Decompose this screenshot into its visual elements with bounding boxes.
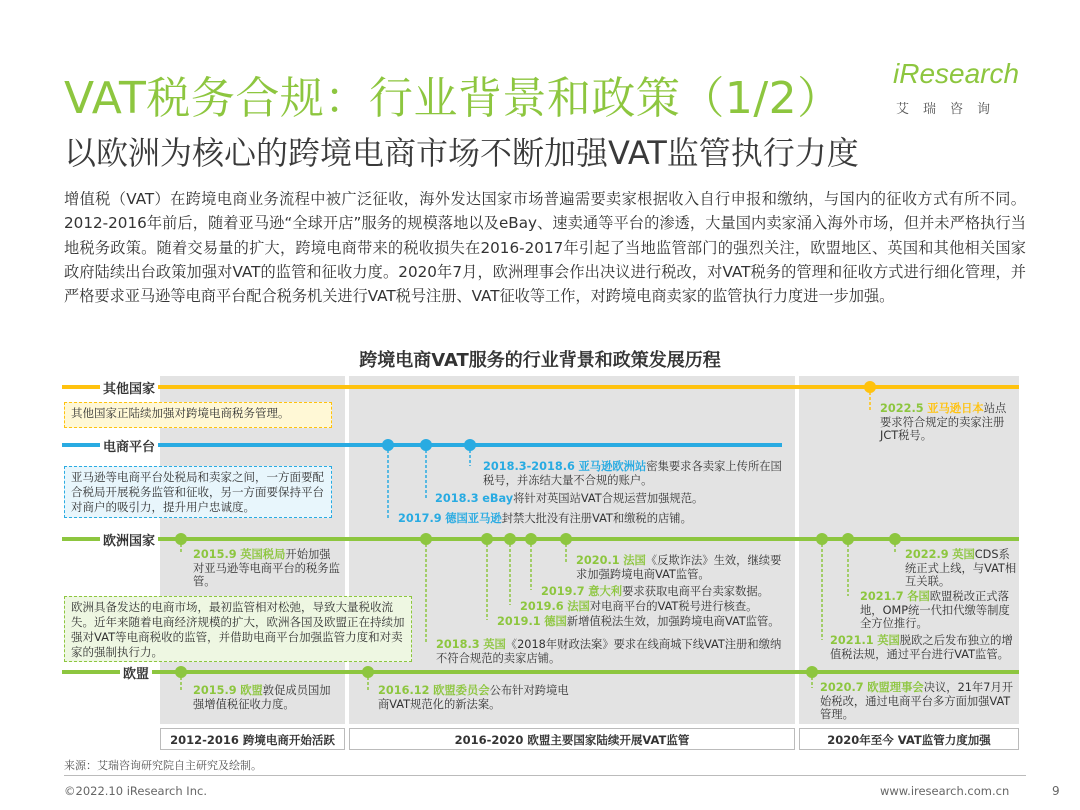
event-text: 脱欧之后发布独立的增值税法规，通过平台进行VAT监管。 bbox=[830, 634, 1013, 661]
lane-label-platform: 电商平台 bbox=[100, 436, 158, 455]
dot-uk2021 bbox=[816, 533, 828, 545]
event-text: 要求获取电商平台卖家数据。 bbox=[622, 585, 769, 598]
event-date: 2018.3 bbox=[436, 638, 480, 651]
dot-amzde2017 bbox=[382, 439, 394, 451]
website-link: www.iresearch.com.cn bbox=[880, 784, 1010, 798]
footer-divider bbox=[64, 775, 1026, 776]
event-text: 《2018年财政法案》要求在线商城下线VAT注册和缴纳不符合规范的卖家店铺。 bbox=[436, 638, 782, 665]
event-text: 密集要求各卖家上传所在国税号，并冻结大量不合规的账户。 bbox=[483, 460, 782, 487]
event-text: CDS系统正式上线，与VAT相互关联。 bbox=[905, 548, 1017, 588]
period-label-3: 2020年至今 VAT监管力度加强 bbox=[799, 728, 1019, 750]
event-eu2020 bbox=[820, 681, 1016, 722]
dot-ebay2018 bbox=[420, 439, 432, 451]
summary-platform: 亚马逊等电商平台处税局和卖家之间，一方面要配合税局开展税务监管和征收，另一方面要保持平台对商户的吸引力，提升用户忠诚度。 bbox=[64, 466, 332, 518]
dot-eu2015 bbox=[175, 666, 187, 678]
event-text: 新增值税法生效，加强跨境电商VAT监管。 bbox=[566, 615, 780, 628]
event-uk2021 bbox=[830, 634, 1018, 661]
logo-wordmark: iResearch bbox=[893, 58, 1020, 89]
event-date: 2022.5 bbox=[880, 402, 924, 415]
event-date: 2015.9 bbox=[193, 548, 237, 561]
dot-amz2018 bbox=[464, 439, 476, 451]
logo-subtitle: 艾瑞咨询 bbox=[896, 102, 1005, 117]
dot-uk2022 bbox=[889, 533, 901, 545]
lane-label-europe: 欧洲国家 bbox=[100, 530, 158, 549]
event-date: 2019.6 bbox=[520, 600, 564, 613]
event-text: 对电商平台的VAT税号进行核查。 bbox=[589, 600, 758, 613]
event-party: 英国 bbox=[483, 638, 506, 651]
event-text: 将针对英国站VAT合规运营加强规范。 bbox=[513, 492, 704, 505]
event-party: eBay bbox=[482, 492, 514, 505]
event-party: 英国 bbox=[952, 548, 975, 561]
event-date: 2020.1 bbox=[576, 554, 620, 567]
event-date: 2019.1 bbox=[497, 615, 541, 628]
dot-fr2020 bbox=[560, 533, 572, 545]
event-party: 意大利 bbox=[588, 585, 623, 598]
event-date: 2018.3-2018.6 bbox=[483, 460, 575, 473]
event-fr2020 bbox=[576, 554, 791, 581]
event-uk2018 bbox=[436, 638, 792, 665]
event-eu2016 bbox=[378, 684, 578, 711]
event-party: 德国 bbox=[544, 615, 567, 628]
event-date: 2016.12 bbox=[378, 684, 430, 697]
event-de2019 bbox=[497, 615, 795, 629]
dot-eu2021 bbox=[842, 533, 854, 545]
event-date: 2015.9 bbox=[193, 684, 237, 697]
event-party: 欧盟理事会 bbox=[867, 681, 924, 694]
event-date: 2021.7 bbox=[860, 590, 904, 603]
event-date: 2021.1 bbox=[830, 634, 874, 647]
dot-uk2018 bbox=[420, 533, 432, 545]
event-party: 亚马逊日本 bbox=[927, 402, 984, 415]
event-text: 开始加强对亚马逊等电商平台的税务监管。 bbox=[193, 548, 340, 588]
event-text: 公布针对跨境电商VAT规范化的新法案。 bbox=[378, 684, 569, 711]
event-text: 敦促成员国加强增值税征收力度。 bbox=[193, 684, 331, 711]
event-party: 英国 bbox=[877, 634, 900, 647]
intro-paragraph: 增值税（VAT）在跨境电商业务流程中被广泛征收，海外发达国家市场普遍需要卖家根据收入自行申报和缴纳，与国内的征收方式有所不同。2012-2016年前后，随着亚马逊“全球开店”服务的规模落地以及eBay、速卖通等平台的渗透，大量国内卖家涌入海外市场，但并未严格执行当地税务政策。随着交易量的扩大，跨境电商带来的税收损失在2016-2017年引起了当地监管部门的强烈关注，欧盟地区、英国和其他相关国家政府陆续出台政策加强对VAT的监管和征收力度。2020年7月，欧洲理事会作出决议进行税改，对VAT税务的管理和征收方式进行细化管理，并严格要求亚马逊等电商平台配合税务机关进行VAT税号注册、VAT征收等工作，对跨境电商卖家的监管执行力度进一步加强。 bbox=[64, 190, 1026, 306]
period-label-1: 2012-2016 跨境电商开始活跃 bbox=[160, 728, 345, 750]
summary-other: 其他国家正陆续加强对跨境电商税务管理。 bbox=[64, 402, 332, 428]
event-amz2018 bbox=[483, 460, 783, 487]
lane-label-other: 其他国家 bbox=[100, 378, 158, 397]
event-date: 2017.9 bbox=[398, 512, 442, 525]
event-date: 2022.9 bbox=[905, 548, 949, 561]
lane-label-eu: 欧盟 bbox=[120, 663, 152, 682]
timeline-diagram bbox=[0, 372, 1080, 757]
summary-europe: 欧洲具备发达的电商市场，最初监管相对松弛，导致大量税收流失。近年来随着电商经济规模的扩大，欧洲各国及欧盟正在持续加强对VAT等电商税收的监管，并借助电商平台加强监管力度和对卖家的强制执行力。 bbox=[64, 596, 412, 662]
event-party: 亚马逊欧洲站 bbox=[578, 460, 647, 473]
iresearch-logo bbox=[893, 58, 1023, 120]
dot-it2019 bbox=[525, 533, 537, 545]
event-party: 英国税局 bbox=[240, 548, 286, 561]
dot-uk2015 bbox=[175, 533, 187, 545]
event-date: 2019.7 bbox=[541, 585, 585, 598]
dot-jp2022 bbox=[864, 381, 876, 393]
event-eu2015 bbox=[193, 684, 341, 711]
event-text: 封禁大批没有注册VAT和缴税的店铺。 bbox=[501, 512, 692, 525]
event-party: 法国 bbox=[567, 600, 590, 613]
event-eu2021 bbox=[860, 590, 1015, 631]
page-title: VAT税务合规：行业背景和政策（1/2） bbox=[64, 73, 842, 124]
event-party: 法国 bbox=[623, 554, 646, 567]
event-text: 决议，21年7月开始税改，通过电商平台多方面加强VAT管理。 bbox=[820, 681, 1014, 721]
copyright: ©2022.10 iResearch Inc. bbox=[64, 784, 207, 798]
page-number: 9 bbox=[1052, 784, 1060, 798]
event-it2019 bbox=[541, 585, 795, 599]
event-amzde2017 bbox=[398, 512, 758, 526]
period-label-2: 2016-2020 欧盟主要国家陆续开展VAT监管 bbox=[349, 728, 795, 750]
event-text: 欧盟税改正式落地，OMP统一代扣代缴等制度全方位推行。 bbox=[860, 590, 1010, 630]
event-date: 2018.3 bbox=[435, 492, 479, 505]
source-note: 来源：艾瑞咨询研究院自主研究及绘制。 bbox=[64, 759, 262, 772]
event-party: 各国 bbox=[907, 590, 930, 603]
event-uk2015 bbox=[193, 548, 341, 589]
event-ebay2018 bbox=[435, 492, 765, 506]
page-subtitle: 以欧洲为核心的跨境电商市场不断加强VAT监管执行力度 bbox=[64, 134, 859, 172]
dot-eu2020 bbox=[806, 666, 818, 678]
event-jp2022 bbox=[880, 402, 1015, 443]
event-text: 《反欺诈法》生效，继续要求加强跨境电商VAT监管。 bbox=[576, 554, 782, 581]
event-party: 德国亚马逊 bbox=[445, 512, 502, 525]
event-party: 欧盟 bbox=[240, 684, 263, 697]
event-party: 欧盟委员会 bbox=[433, 684, 490, 697]
event-date: 2020.7 bbox=[820, 681, 864, 694]
event-uk2022 bbox=[905, 548, 1017, 589]
timeline-title: 跨境电商VAT服务的行业背景和政策发展历程 bbox=[359, 350, 721, 371]
event-fr2019 bbox=[520, 600, 794, 614]
dot-eu2016 bbox=[362, 666, 374, 678]
event-text: 站点要求符合规定的卖家注册JCT税号。 bbox=[880, 402, 1007, 442]
dot-fr2019 bbox=[504, 533, 516, 545]
dot-de2019 bbox=[481, 533, 493, 545]
